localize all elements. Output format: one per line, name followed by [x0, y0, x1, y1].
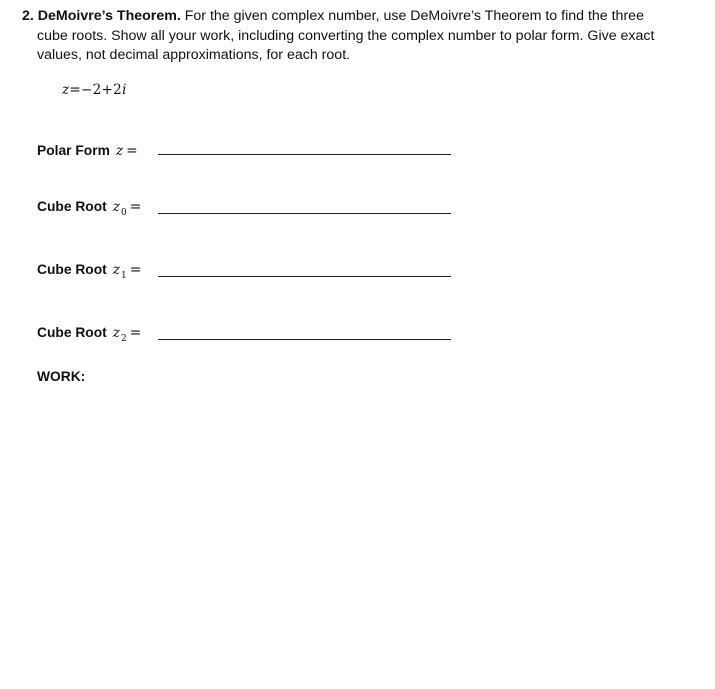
cube-root-2-label [37, 325, 141, 344]
cube-root-0-z: z [112, 199, 121, 215]
cube-root-0-subscript: 0 [121, 208, 127, 218]
given-value: −2+2 [81, 82, 123, 98]
work-area[interactable] [37, 392, 677, 672]
imaginary-unit: i [122, 82, 127, 98]
cube-root-1-label [37, 262, 141, 281]
cube-root-1-answer-line[interactable] [158, 276, 451, 277]
cube-root-2-text: Cube Root [37, 325, 107, 340]
polar-form-text: Polar Form [37, 143, 110, 158]
polar-form-label [37, 143, 138, 159]
cube-root-0-equals: = [129, 199, 142, 215]
cube-root-0-text: Cube Root [37, 199, 107, 214]
problem-number: 2. [22, 8, 34, 24]
cube-root-2-variable [112, 325, 127, 344]
cube-root-2-row [37, 322, 457, 346]
cube-root-1-text: Cube Root [37, 262, 107, 277]
problem-title: DeMoivre’s Theorem. [37, 8, 181, 24]
cube-root-2-subscript: 2 [121, 334, 127, 344]
given-complex-number [62, 82, 127, 98]
given-equals: = [69, 82, 82, 98]
cube-root-1-z: z [112, 262, 121, 278]
cube-root-0-label [37, 199, 141, 218]
problem-statement [22, 7, 694, 66]
problem-first-line [22, 7, 694, 27]
cube-root-1-subscript: 1 [121, 271, 127, 281]
cube-root-2-answer-line[interactable] [158, 339, 451, 340]
problem-instructions: cube roots. Show all your work, including converting the complex number to polar form. Give exact values, not decimal approximations, for each root. [37, 27, 655, 63]
cube-root-1-row [37, 259, 457, 283]
polar-form-variable: z [115, 143, 124, 159]
cube-root-0-row [37, 196, 457, 220]
polar-form-equals: = [126, 143, 138, 159]
cube-root-0-variable [112, 199, 127, 218]
cube-root-2-equals: = [129, 325, 142, 341]
given-variable: z [62, 82, 70, 98]
cube-root-1-equals: = [129, 262, 142, 278]
cube-root-1-variable [112, 262, 127, 281]
work-label: WORK: [37, 369, 86, 384]
polar-form-row [37, 137, 457, 161]
cube-root-2-z: z [112, 325, 121, 341]
problem-instructions-line1: For the given complex number, use DeMoivre’s Theorem to find the three [184, 8, 644, 24]
polar-form-answer-line[interactable] [158, 154, 451, 155]
cube-root-0-answer-line[interactable] [158, 213, 451, 214]
